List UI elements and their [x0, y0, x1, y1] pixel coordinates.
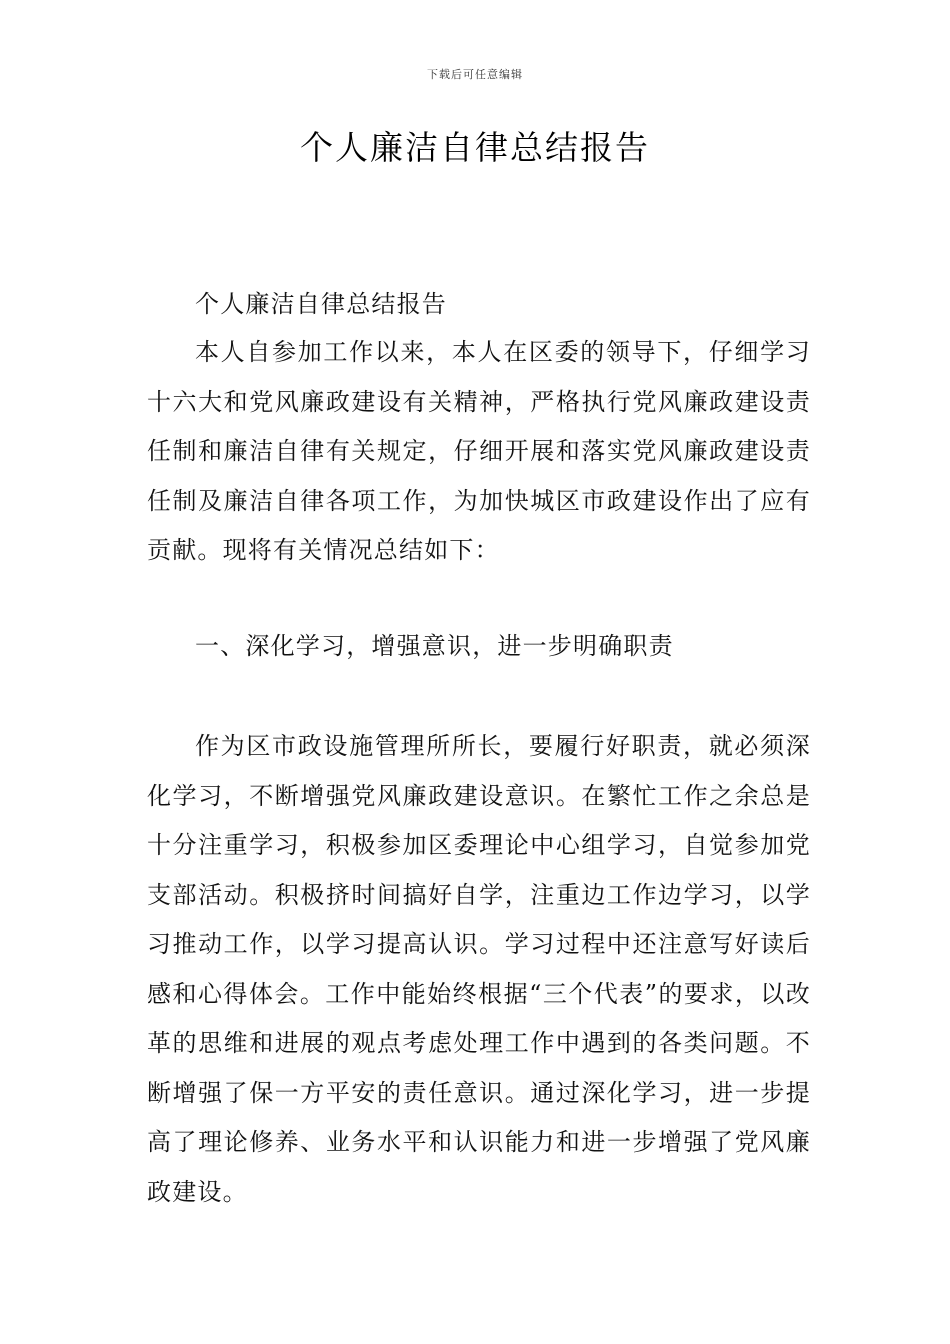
document-subtitle: 个人廉洁自律总结报告 — [195, 290, 447, 318]
section-paragraph: 作为区市政设施管理所所长，要履行好职责，就必须深化学习，不断增强党风廉政建设意识。在繁忙工作之余总是十分注重学习，积极参加区委理论中心组学习，自觉参加党支部活动。积极挤时间搞好自学，注重边工作边学习，以学习推动工作，以学习提高认识。学习过程中还注意写好读后感和心得体会。工作中能始终根据“三个代表”的要求，以改革的思维和进展的观点考虑处理工作中遇到的各类问题。不断增强了保一方平安的责任意识。通过深化学习，进一步提高了理论修养、业务水平和认识能力和进一步增强了党风廉政建设。 — [147, 732, 811, 1206]
section-heading: 一、深化学习，增强意识，进一步明确职责 — [195, 632, 674, 660]
intro-paragraph: 本人自参加工作以来，本人在区委的领导下，仔细学习十六大和党风廉政建设有关精神，严格执行党风廉政建设责任制和廉洁自律有关规定，仔细开展和落实党风廉政建设责任制及廉洁自律各项工作，为加快城区市政建设作出了应有贡献。现将有关情况总结如下： — [147, 338, 811, 564]
page-header-note: 下载后可任意编辑 — [427, 68, 523, 81]
document-title: 个人廉洁自律总结报告 — [300, 128, 650, 167]
